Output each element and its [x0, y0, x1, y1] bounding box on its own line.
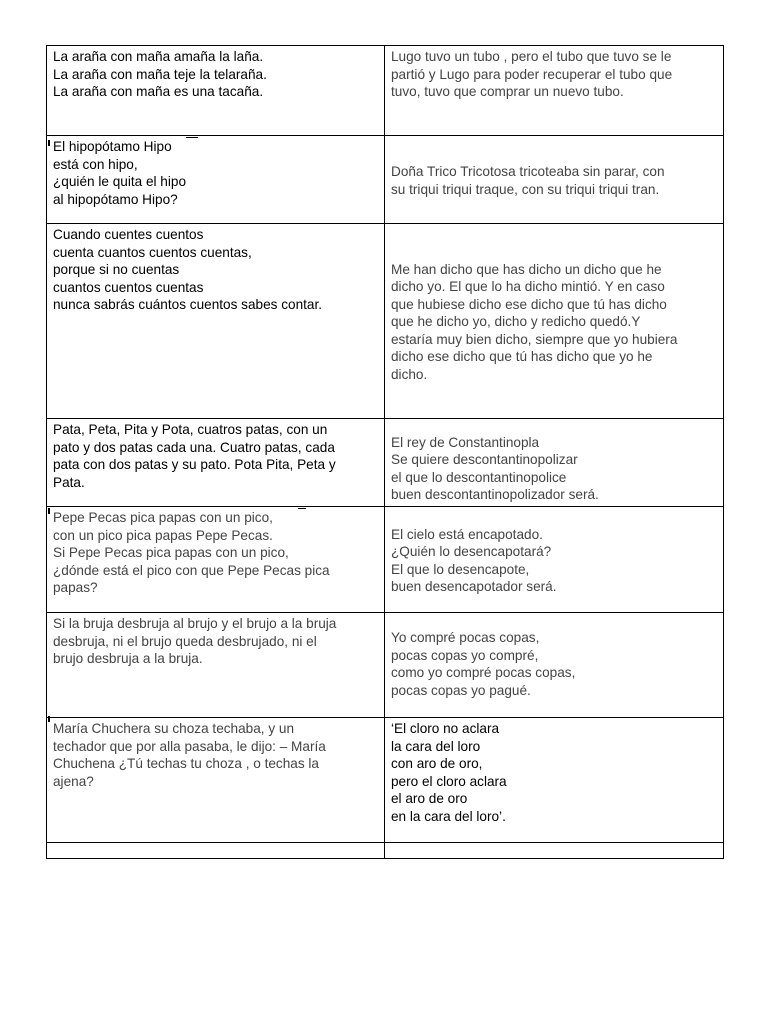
text-line: en la cara del loro’. [391, 808, 506, 824]
text-line: Chuchena ¿Tú techas tu choza , o techas la [53, 756, 319, 771]
text-line: ¿dónde está el pico con que Pepe Pecas pica [53, 562, 330, 578]
text-line: María Chuchera su choza techaba, y un [53, 721, 295, 736]
table-cell-right [385, 718, 724, 843]
text-line: El que lo desencapote, [391, 561, 530, 577]
table-cell-right [385, 136, 724, 224]
text-line: Me han dicho que has dicho un dicho que he [391, 261, 662, 277]
text-line: Cuando cuentes cuentos [53, 227, 204, 242]
text-line: ¿Quién lo desencapotará? [391, 544, 552, 559]
text-line: con aro de oro, [391, 756, 483, 771]
table-row [47, 46, 724, 136]
table-row [47, 843, 724, 859]
text-line: ajena? [53, 773, 94, 789]
text-line: que hubiese dicho ese dicho que tú has dicho [391, 296, 667, 312]
table-row [47, 136, 724, 224]
text-line: cuenta cuantos cuentos cuentas, [53, 244, 252, 260]
text-line: pocas copas yo compré, [391, 647, 539, 663]
text-line: ¿quién le quita el hipo [53, 174, 187, 189]
text-line: porque si no cuentas [53, 262, 180, 277]
text-line: pata con dos patas y su pato. Pota Pita, Peta y [53, 457, 336, 472]
table-cell-left [47, 419, 385, 507]
table-cell-left [47, 613, 385, 718]
text-line: pato y dos patas cada una. Cuatro patas, cada [53, 439, 335, 455]
text-line: El hipopótamo Hipo [53, 139, 172, 154]
text-line: nunca sabrás cuántos cuentos sabes contar. [53, 297, 323, 312]
table-cell-left [47, 46, 385, 136]
table-row [47, 507, 724, 613]
table-row [47, 613, 724, 718]
table-cell-left [47, 843, 385, 859]
table-cell-left [47, 136, 385, 224]
text-line: La araña con maña teje la telaraña. [53, 66, 267, 82]
table-cell-right [385, 46, 724, 136]
text-line: dicho. [391, 366, 428, 382]
rule-mark [186, 137, 198, 138]
tongue-twister-table [46, 45, 724, 859]
text-line: Pata, Peta, Pita y Pota, cuatros patas, con un [53, 422, 328, 437]
text-line: Yo compré pocas copas, [391, 630, 540, 645]
text-line: el aro de oro [391, 791, 468, 806]
text-line: estaría muy bien dicho, siempre que yo hubiera [391, 331, 678, 347]
text-line: Se quiere descontantinopolizar [391, 452, 578, 467]
text-line: dicho yo. El que lo ha dicho mintió. Y en caso [391, 279, 665, 295]
text-line: dicho ese dicho que tú has dicho que yo he [391, 349, 653, 365]
text-line: techador que por alla pasaba, le dijo: – María [53, 738, 326, 754]
table-cell-right [385, 507, 724, 613]
text-line: Lugo tuvo un tubo , pero el tubo que tuvo se le [391, 49, 672, 64]
text-line: su triqui triqui traque, con su triqui triqui tran. [391, 181, 660, 197]
text-line: Si la bruja desbruja al brujo y el brujo a la bruja [53, 616, 337, 631]
text-line: al hipopótamo Hipo? [53, 191, 178, 207]
text-line: como yo compré pocas copas, [391, 665, 576, 680]
text-line: está con hipo, [53, 156, 138, 172]
table-row [47, 419, 724, 507]
table-cell-left [47, 718, 385, 843]
text-line: buen desencapotador será. [391, 579, 557, 594]
text-line: Pata. [53, 474, 85, 490]
table-cell-right [385, 419, 724, 507]
text-line: el que lo descontantinopolice [391, 469, 567, 485]
text-line: tuvo, tuvo que comprar un nuevo tubo. [391, 84, 624, 99]
text-line: papas? [53, 580, 98, 595]
table-cell-left [47, 507, 385, 613]
text-line: pocas copas yo pagué. [391, 682, 531, 698]
text-line: cuantos cuentos cuentas [53, 279, 204, 295]
text-line: Pepe Pecas pica papas con un pico, [53, 510, 273, 525]
text-line: partió y Lugo para poder recuperar el tubo que [391, 66, 673, 82]
text-line: que he dicho yo, dicho y redicho quedó.Y [391, 314, 641, 330]
table-cell-right [385, 224, 724, 419]
text-line: brujo desbruja a la bruja. [53, 651, 203, 666]
rule-mark [48, 716, 50, 722]
text-line: la cara del loro [391, 738, 481, 754]
rule-mark [48, 508, 50, 514]
text-line: El cielo está encapotado. [391, 526, 543, 542]
text-line: ‘El cloro no aclara [391, 721, 500, 736]
text-line: pero el cloro aclara [391, 773, 507, 789]
rule-mark [298, 508, 306, 509]
table-cell-right [385, 843, 724, 859]
table-cell-left [47, 224, 385, 419]
text-line: La araña con maña es una tacaña. [53, 84, 264, 99]
text-line: Doña Trico Tricotosa tricoteaba sin parar, con [391, 164, 665, 179]
table-cell-right [385, 613, 724, 718]
text-line: La araña con maña amaña la laña. [53, 49, 264, 64]
text-line: con un pico pica papas Pepe Pecas. [53, 527, 273, 543]
table-row [47, 224, 724, 419]
text-line: desbruja, ni el brujo queda desbrujado, ni el [53, 633, 317, 649]
text-line: buen descontantinopolizador será. [391, 487, 599, 502]
rule-mark [48, 140, 50, 146]
text-line: Si Pepe Pecas pica papas con un pico, [53, 545, 289, 560]
text-line: El rey de Constantinopla [391, 434, 540, 450]
table-row [47, 718, 724, 843]
